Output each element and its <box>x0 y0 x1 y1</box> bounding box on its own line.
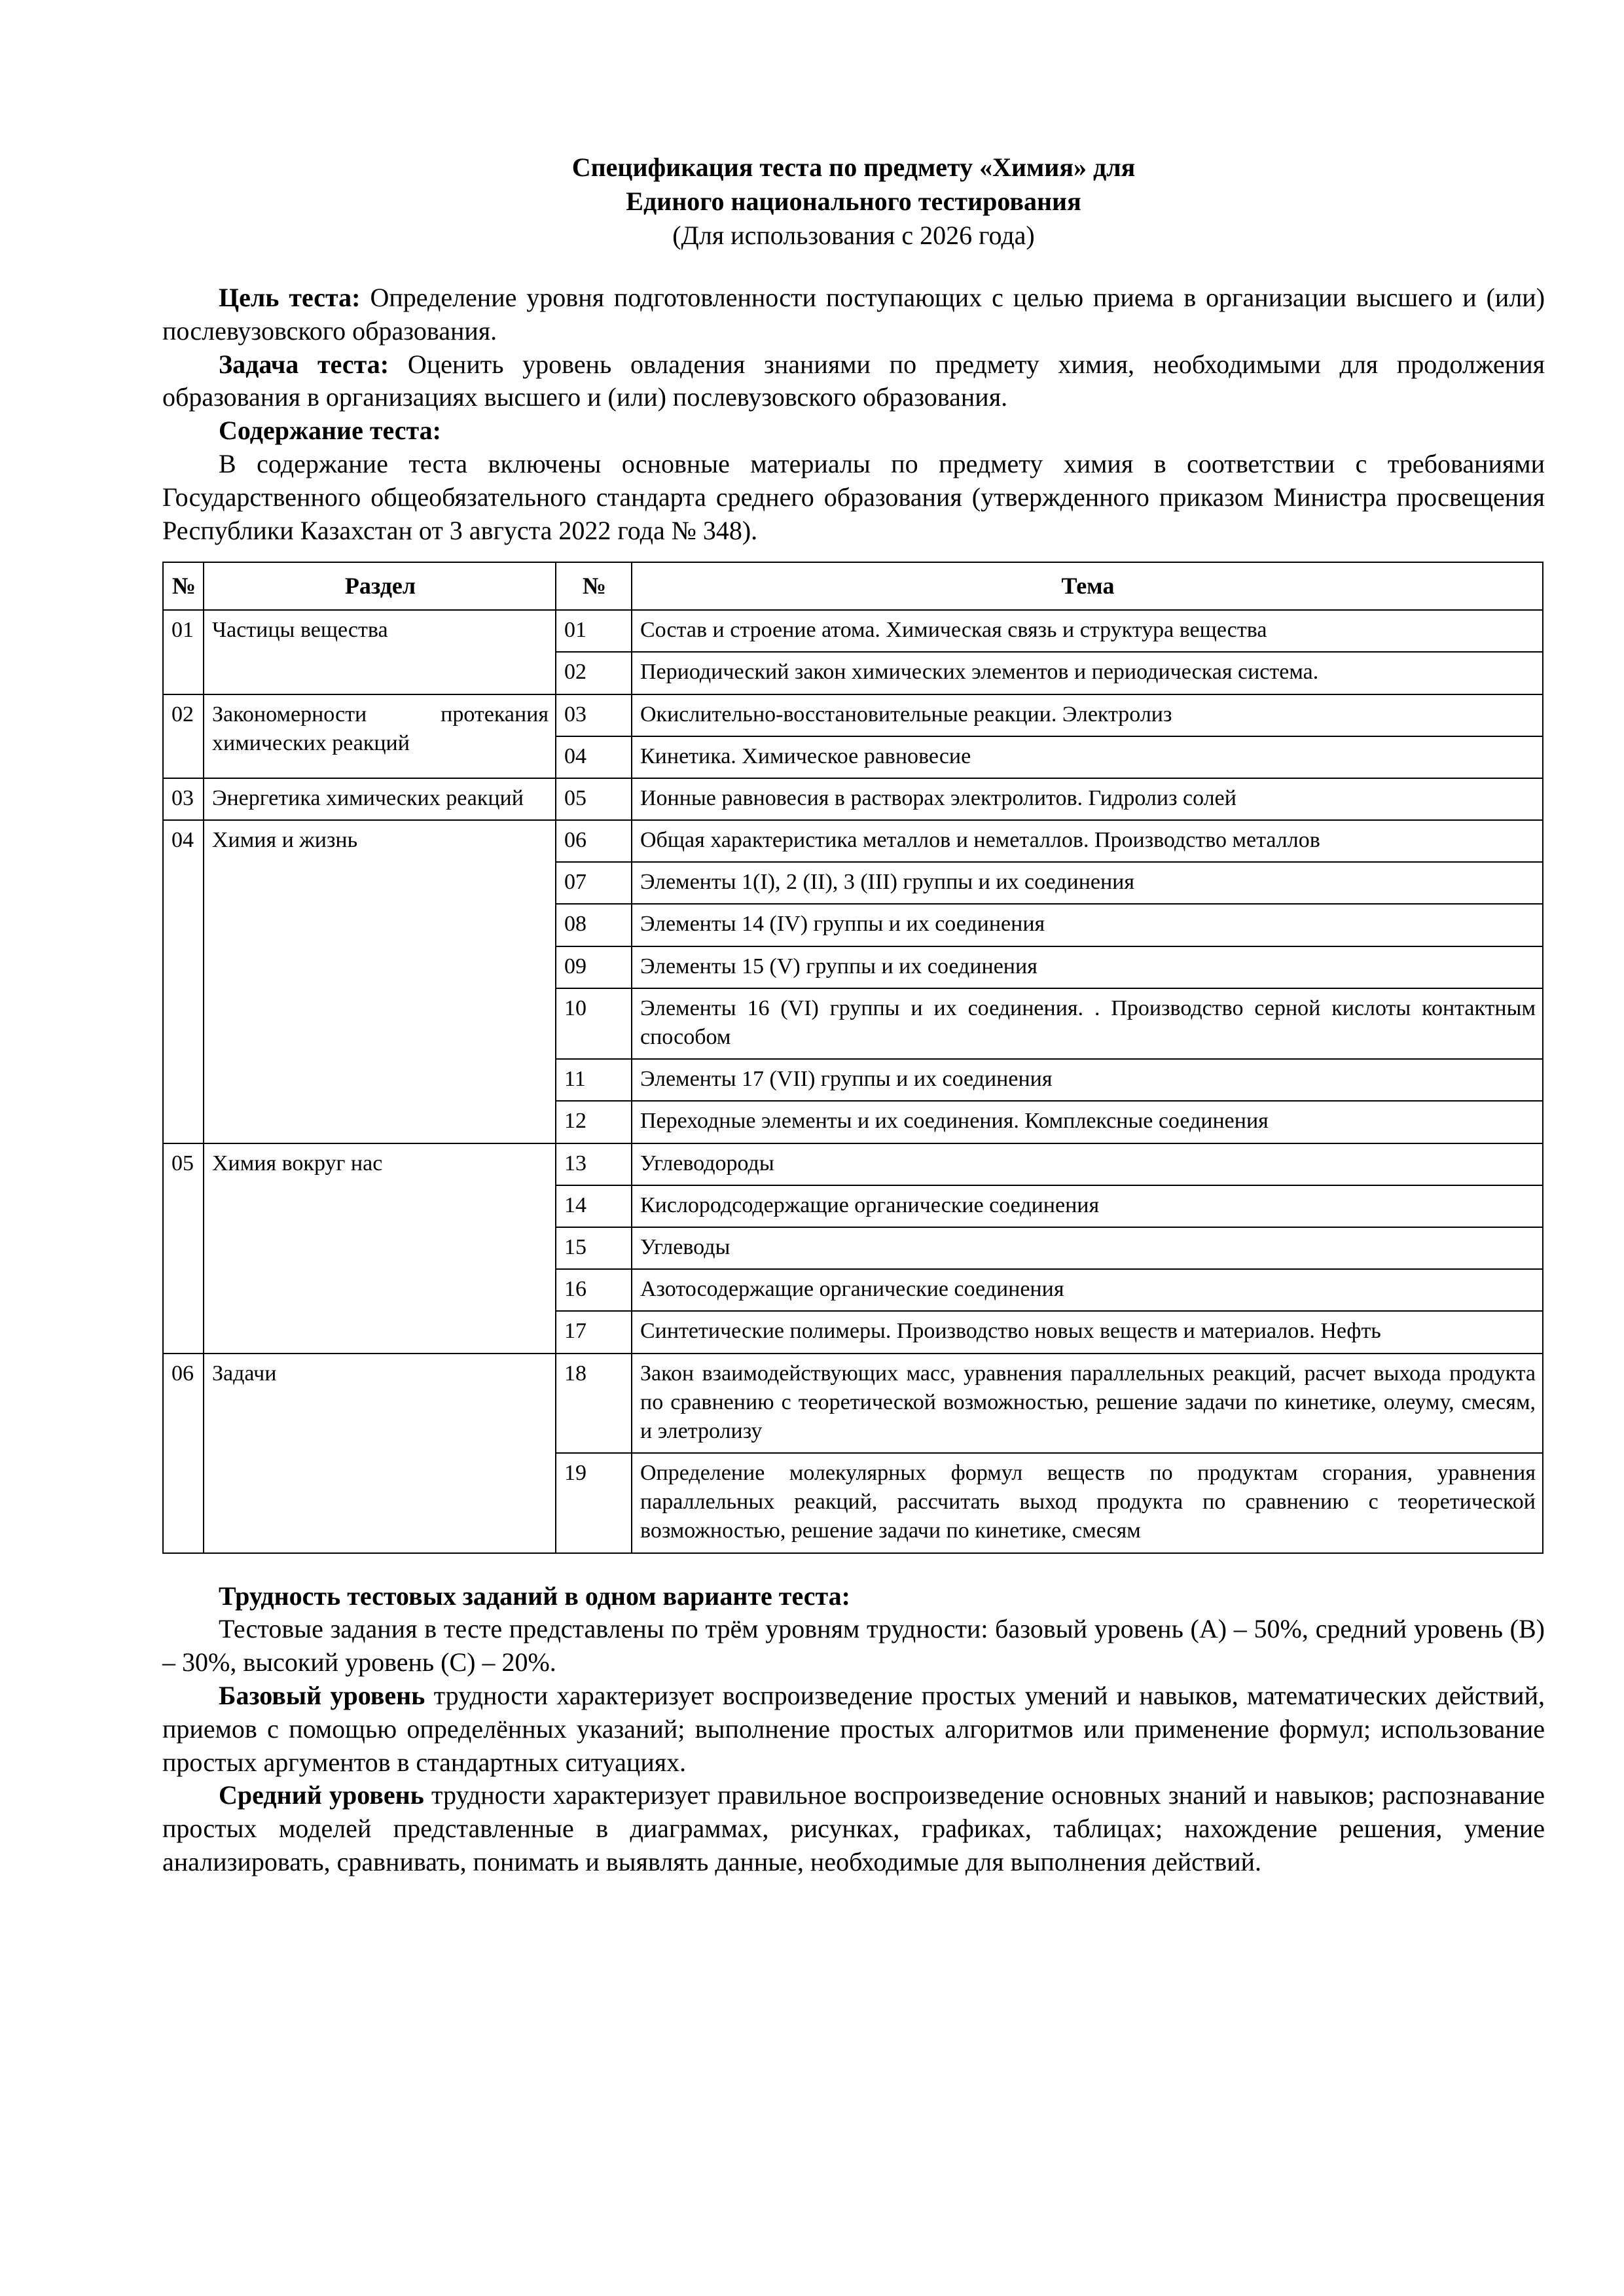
section-name: Частицы вещества <box>204 610 556 694</box>
task-paragraph <box>162 348 1545 415</box>
topic-number: 03 <box>556 694 632 736</box>
topic-text: Закон взаимодействующих масс, уравнения параллельных реакций, расчет выхода продукта по сравнению с теоретической возможностью, решение задачи по кинетике, олеуму, смесям, и элетролизу <box>632 1354 1543 1454</box>
medium-level-text: трудности характеризует правильное воспроизведение основных знаний и навыков; распознавание простых моделей представленные в диаграммах, рисунках, графиках, таблицах; нахождение решения, умение анализировать, сравнивать, понимать и выявлять данные, необходимые для выполнения действий. <box>162 1780 1545 1877</box>
goal-text: Определение уровня подготовленности поступающих с целью приема в организации высшего и (или) послевузовского образования. <box>162 283 1545 346</box>
section-number: 06 <box>163 1354 204 1553</box>
section-number: 01 <box>163 610 204 694</box>
topic-text: Ионные равновесия в растворах электролитов. Гидролиз солей <box>632 778 1543 820</box>
section-number: 05 <box>163 1143 204 1354</box>
topic-number: 12 <box>556 1101 632 1143</box>
basic-level-text: трудности характеризует воспроизведение простых умений и навыков, математических действий, приемов с помощью определённых указаний; выполнение простых алгоритмов или применение формул; использование простых аргументов в стандартных ситуациях. <box>162 1681 1545 1777</box>
topic-number: 13 <box>556 1143 632 1185</box>
topic-text: Элементы 16 (VI) группы и их соединения. . Производство серной кислоты контактным способом <box>632 988 1543 1059</box>
header-section-number: № <box>163 562 204 610</box>
header-topic-number: № <box>556 562 632 610</box>
medium-level-paragraph <box>162 1779 1545 1878</box>
title-line-1: Спецификация теста по предмету «Химия» для <box>571 152 1136 182</box>
table-body <box>163 610 1543 1553</box>
page-title <box>162 151 1545 219</box>
topic-number: 19 <box>556 1453 632 1553</box>
task-label: Задача теста: <box>219 349 389 379</box>
goal-label: Цель теста: <box>219 283 361 312</box>
table-row <box>163 778 1543 820</box>
content-label: Содержание теста: <box>219 416 441 446</box>
section-name: Задачи <box>204 1354 556 1553</box>
topic-number: 18 <box>556 1354 632 1454</box>
topic-number: 10 <box>556 988 632 1059</box>
specification-table <box>162 562 1543 1553</box>
topic-text: Переходные элементы и их соединения. Комплексные соединения <box>632 1101 1543 1143</box>
topic-number: 08 <box>556 904 632 946</box>
topic-text: Общая характеристика металлов и неметаллов. Производство металлов <box>632 820 1543 862</box>
topic-number: 05 <box>556 778 632 820</box>
table-row <box>163 1354 1543 1454</box>
page-subtitle: (Для использования с 2026 года) <box>672 221 1035 250</box>
topic-text: Элементы 17 (VII) группы и их соединения <box>632 1059 1543 1101</box>
title-line-2: Единого национального тестирования <box>626 187 1081 216</box>
content-paragraph: В содержание теста включены основные материалы по предмету химия в соответствии с требованиями Государственного общеобязательного стандарта среднего образования (утвержденного приказом Министра просвещения Республики Казахстан от 3 августа 2022 года № 348). <box>162 448 1545 545</box>
section-name: Энергетика химических реакций <box>204 778 556 820</box>
topic-number: 02 <box>556 652 632 694</box>
goal-paragraph <box>162 281 1545 348</box>
topic-text: Состав и строение атома. Химическая связь и структура вещества <box>632 610 1543 652</box>
topic-text: Синтетические полимеры. Производство новых веществ и материалов. Нефть <box>632 1311 1543 1353</box>
header-topic: Тема <box>632 562 1543 610</box>
topic-number: 14 <box>556 1185 632 1227</box>
topic-text: Кислородсодержащие органические соединения <box>632 1185 1543 1227</box>
table-header-row <box>163 562 1543 610</box>
table-row <box>163 820 1543 862</box>
topic-number: 17 <box>556 1311 632 1353</box>
content-heading-paragraph <box>162 414 1545 448</box>
topic-text: Углеводороды <box>632 1143 1543 1185</box>
medium-level-label: Средний уровень <box>219 1780 424 1810</box>
topic-number: 15 <box>556 1227 632 1269</box>
document-page <box>162 0 1545 1879</box>
difficulty-heading-label: Трудность тестовых заданий в одном варианте теста: <box>219 1581 850 1611</box>
section-number: 04 <box>163 820 204 1143</box>
topic-text: Углеводы <box>632 1227 1543 1269</box>
topic-number: 04 <box>556 736 632 778</box>
topic-text: Элементы 15 (V) группы и их соединения <box>632 946 1543 988</box>
topic-number: 09 <box>556 946 632 988</box>
table-row <box>163 1143 1543 1185</box>
section-name: Химия вокруг нас <box>204 1143 556 1354</box>
difficulty-summary: Тестовые задания в тесте представлены по трём уровням трудности: базовый уровень (А) – 50%, средний уровень (В) – 30%, высокий уровень (С) – 20%. <box>162 1614 1545 1677</box>
topic-text: Кинетика. Химическое равновесие <box>632 736 1543 778</box>
task-text: Оценить уровень овладения знаниями по предмету химия, необходимыми для продолжения образования в организациях высшего и (или) послевузовского образования. <box>162 349 1545 412</box>
topic-text: Азотосодержащие органические соединения <box>632 1269 1543 1311</box>
topic-text: Окислительно-восстановительные реакции. Электролиз <box>632 694 1543 736</box>
topic-number: 06 <box>556 820 632 862</box>
difficulty-heading <box>162 1580 1545 1613</box>
topic-text: Определение молекулярных формул веществ по продуктам сгорания, уравнения параллельных реакций, рассчитать выход продукта по сравнению с теоретической возможностью, решение задачи по кинетике, смесям <box>632 1453 1543 1553</box>
header-section-name: Раздел <box>204 562 556 610</box>
section-number: 02 <box>163 694 204 778</box>
topic-text: Элементы 1(I), 2 (II), 3 (III) группы и их соединения <box>632 862 1543 904</box>
section-name: Химия и жизнь <box>204 820 556 1143</box>
table-row <box>163 694 1543 736</box>
topic-number: 07 <box>556 862 632 904</box>
topic-number: 01 <box>556 610 632 652</box>
topic-text: Элементы 14 (IV) группы и их соединения <box>632 904 1543 946</box>
table-row <box>163 610 1543 652</box>
section-number: 03 <box>163 778 204 820</box>
basic-level-paragraph <box>162 1679 1545 1779</box>
section-name: Закономерности протекания химических реакций <box>204 694 556 778</box>
topic-number: 16 <box>556 1269 632 1311</box>
topic-number: 11 <box>556 1059 632 1101</box>
topic-text: Периодический закон химических элементов и периодическая система. <box>632 652 1543 694</box>
basic-level-label: Базовый уровень <box>219 1681 425 1711</box>
